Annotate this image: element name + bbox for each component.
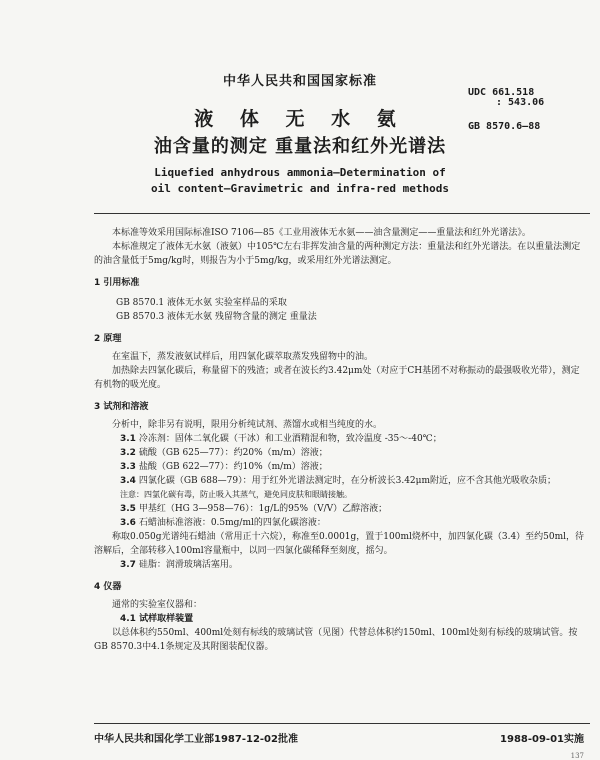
reagent-item — [94, 446, 588, 460]
intro-paragraph-1: 本标准等效采用国际标准ISO 7106—85《工业用液体无水氨——油含量测定——重量法和红外光谱法》。 — [112, 228, 531, 238]
principle-paragraph-1: 在室温下，蒸发液氨试样后，用四氯化碳萃取蒸发残留物中的油。 — [112, 352, 374, 362]
apparatus-description: 以总体积约550ml、400ml处刻有标线的玻璃试管（见图）代替总体积约150ml、100ml处刻有标线的玻璃试管。按GB 8570.3中4.1条规定及其附图装配仪器。 — [94, 628, 578, 652]
reagent-number: 3.3 — [120, 462, 136, 472]
reagent-number: 3.1 — [120, 434, 136, 444]
udc-code — [468, 88, 544, 108]
top-divider — [94, 213, 590, 214]
section-1-heading: 1 引用标准 — [94, 278, 140, 288]
document-subtitle: 油含量的测定 重量法和红外光谱法 — [153, 136, 447, 157]
reagent-number: 3.6 — [120, 518, 136, 528]
body-content — [94, 226, 588, 654]
reagent-text: 石蜡油标准溶液：0.5mg/ml的四氯化碳溶液： — [138, 518, 326, 528]
approval-line: 中华人民共和国化学工业部1987-12-02批准 — [94, 734, 298, 745]
page-number: 137 — [570, 752, 584, 760]
intro-paragraph-2: 本标准规定了液体无水氨（液氨）中105℃左右非挥发油含量的两种测定方法：重量法和红外光谱法。在以重量法测定的油含量低于5mg/kg时，则报告为小于5mg/kg，或采用红外光谱法测定。 — [94, 242, 581, 266]
reagent-text: 冷冻剂：固体二氧化碳（干冰）和工业酒精混和物，致冷温度 -35～-40℃； — [138, 434, 442, 444]
reagent-text: 硫酸（GB 625—77）：约20%（m/m）溶液； — [138, 448, 328, 458]
section-3-heading: 3 试剂和溶液 — [94, 402, 149, 412]
reference-2: GB 8570.3 液体无水氨 残留物含量的测定 重量法 — [116, 312, 317, 322]
section-4-heading: 4 仪器 — [94, 582, 122, 592]
gb-number: GB 8570.6—88 — [468, 121, 541, 132]
section-2-heading: 2 原理 — [94, 334, 122, 344]
apparatus-intro: 通常的实验室仪器和： — [112, 600, 203, 610]
reagent-item — [94, 474, 588, 488]
standard-solution-preparation: 称取0.050g光谱纯石蜡油（常用正十六烷），称准至0.0001g，置于100ml烧杯中，加四氯化碳（3.4）至约50ml，待溶解后，全部转移入100ml容量瓶中，以同一四氯化碳稀释至刻度，摇匀。 — [94, 532, 585, 556]
reagent-text: 四氯化碳（GB 688—79）：用于红外光谱法测定时，在分析波长3.42μm附近，应不含其他光吸收杂质； — [138, 476, 557, 486]
bottom-divider — [94, 723, 590, 724]
reagent-number: 3.7 — [120, 560, 136, 570]
udc-line-2: : 543.06 — [496, 97, 545, 108]
reagent-text: 甲基红（HG 3—958—76）：1g/L的95%（V/V）乙醇溶液； — [138, 504, 388, 514]
reference-1: GB 8570.1 液体无水氨 实验室样品的采取 — [116, 298, 287, 308]
reagent-number: 3.2 — [120, 448, 136, 458]
reagent-item — [94, 432, 588, 446]
english-title-line-1: Liquefied anhydrous ammonia—Determination of — [154, 166, 446, 179]
apparatus-subheading: 4.1 试样取样装置 — [120, 614, 194, 624]
publisher-line: 中华人民共和国国家标准 — [222, 74, 377, 89]
english-title — [0, 165, 600, 197]
reagent-text: 硅脂：润滑玻璃活塞用。 — [138, 560, 238, 570]
reagent-text: 盐酸（GB 622—77）：约10%（m/m）溶液； — [138, 462, 328, 472]
reagent-item — [94, 558, 588, 572]
document-title: 液 体 无 水 氨 — [194, 108, 406, 130]
reagent-number: 3.5 — [120, 504, 136, 514]
reagent-item — [94, 460, 588, 474]
safety-note: 注意：四氯化碳有毒，防止吸入其蒸气，避免同皮肤和眼睛接触。 — [120, 490, 352, 499]
reagents-intro: 分析中，除非另有说明，限用分析纯试剂、蒸馏水或相当纯度的水。 — [112, 420, 383, 430]
english-title-line-2: oil content—Gravimetric and infra-red methods — [150, 182, 449, 195]
udc-line-1: UDC 661.518 — [468, 87, 535, 98]
effective-date: 1988-09-01实施 — [500, 734, 584, 745]
reagent-item — [94, 516, 588, 530]
principle-paragraph-2: 加热除去四氯化碳后，称量留下的残渣；或者在波长约3.42μm处（对应于CH基团不对称振动的最强吸收光带），测定有机物的吸光度。 — [94, 366, 580, 390]
reagent-item — [94, 502, 588, 516]
reagent-number: 3.4 — [120, 476, 136, 486]
